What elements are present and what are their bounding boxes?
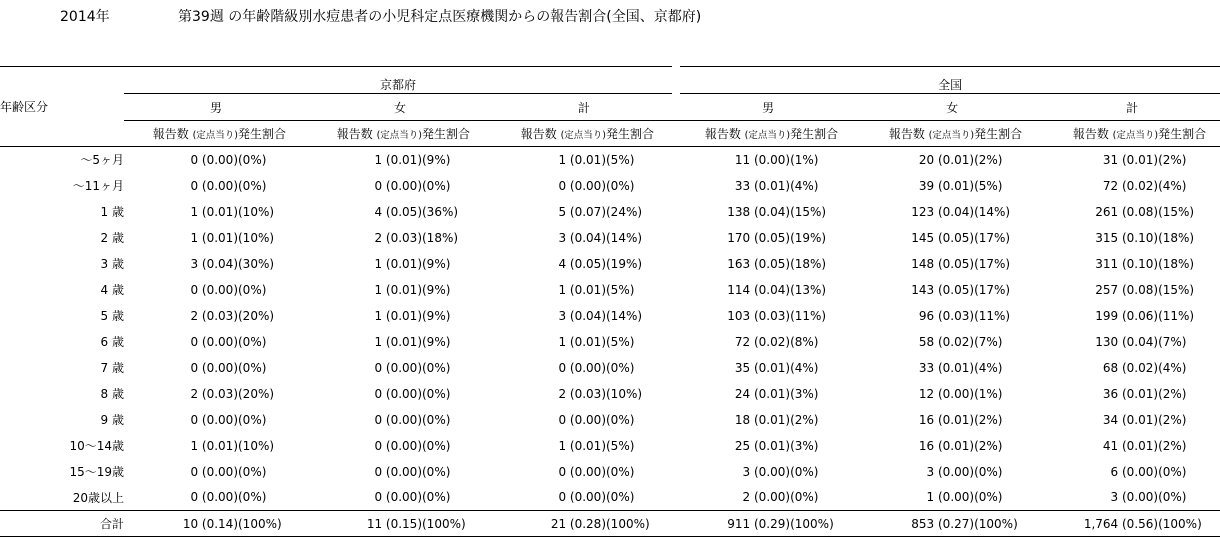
incidence-ratio-cell: (100%) — [606, 511, 676, 537]
age-group-label: 3 歳 — [100, 257, 124, 271]
age-group-label: 5 歳 — [100, 309, 124, 323]
total-row — [0, 511, 1220, 537]
incidence-ratio-cell: (4%) — [1158, 178, 1187, 193]
report-count-cell: 0 (0.00) — [374, 386, 422, 401]
incidence-ratio-cell: (0%) — [1158, 464, 1187, 479]
incidence-ratio-cell: (4%) — [790, 360, 819, 375]
sex-header-male: 男 — [124, 94, 308, 121]
count-column-header — [492, 121, 606, 147]
incidence-ratio-cell: (100%) — [1158, 511, 1220, 537]
incidence-ratio-cell: (0%) — [790, 490, 819, 505]
count-label: 報告数 — [888, 127, 925, 141]
incidence-ratio-cell: (17%) — [974, 256, 1011, 271]
report-count-cell: 16 (0.01) — [918, 438, 975, 453]
ratio-column-header: 発生割合 — [790, 121, 860, 147]
report-count-cell: 1 (0.01) — [374, 308, 422, 323]
report-count-cell: 0 (0.00) — [558, 412, 606, 427]
incidence-ratio-cell: (0%) — [238, 412, 267, 427]
incidence-ratio-cell: (18%) — [790, 256, 827, 271]
sex-header-female: 女 — [308, 94, 492, 121]
incidence-ratio-cell: (13%) — [790, 282, 827, 297]
report-count-cell: 143 (0.05) — [911, 282, 975, 297]
per-sentinel-label: (定点当り) — [744, 130, 791, 141]
count-column-header — [676, 121, 790, 147]
report-count-cell: 1 (0.01) — [374, 334, 422, 349]
report-count-cell: 311 (0.10) — [1095, 256, 1159, 271]
incidence-ratio-cell: (1%) — [974, 386, 1003, 401]
ratio-column-header: 発生割合 — [1158, 121, 1220, 147]
report-count-cell: 24 (0.01) — [734, 386, 791, 401]
report-count-cell: 41 (0.01) — [1102, 438, 1159, 453]
incidence-ratio-cell: (100%) — [238, 511, 308, 537]
incidence-ratio-cell: (2%) — [1158, 438, 1187, 453]
report-count-cell: 6 (0.00) — [1110, 464, 1159, 479]
incidence-ratio-cell: (17%) — [974, 230, 1011, 245]
report-count-cell: 3 (0.00) — [926, 464, 975, 479]
count-column-header — [1044, 121, 1158, 147]
count-label: 報告数 — [1072, 127, 1109, 141]
region-header-national: 全国 — [676, 67, 1220, 94]
per-sentinel-label: (定点当り) — [928, 130, 975, 141]
title-bar — [0, 4, 1220, 26]
incidence-ratio-cell: (17%) — [974, 282, 1011, 297]
age-group-label: ～5ヶ月 — [80, 153, 124, 168]
per-sentinel-label: (定点当り) — [1112, 130, 1159, 141]
age-group-label: 2 歳 — [100, 231, 124, 245]
report-count-cell: 0 (0.00) — [558, 490, 606, 505]
age-group-label: 9 歳 — [100, 413, 124, 427]
table-row — [0, 485, 1220, 511]
incidence-ratio-cell: (0%) — [238, 178, 267, 193]
incidence-ratio-cell: (100%) — [974, 511, 1044, 537]
incidence-ratio-cell: (36%) — [422, 204, 459, 219]
report-count-cell: 0 (0.00) — [374, 360, 422, 375]
report-count-cell: 36 (0.01) — [1102, 386, 1159, 401]
incidence-ratio-cell: (11%) — [790, 308, 827, 323]
report-count-cell: 31 (0.01) — [1102, 152, 1159, 167]
incidence-ratio-cell: (5%) — [606, 438, 635, 453]
report-count-cell: 0 (0.00) — [190, 178, 238, 193]
incidence-ratio-cell: (2%) — [1158, 152, 1187, 167]
incidence-ratio-cell: (5%) — [606, 282, 635, 297]
incidence-ratio-cell: (2%) — [1158, 386, 1187, 401]
incidence-ratio-cell: (8%) — [790, 334, 819, 349]
age-group-label: ～11ヶ月 — [72, 179, 124, 193]
incidence-ratio-cell: (20%) — [238, 308, 275, 323]
report-count-cell: 33 (0.01) — [734, 178, 791, 193]
incidence-ratio-cell: (0%) — [422, 464, 451, 479]
report-count-cell: 103 (0.03) — [727, 308, 791, 323]
report-count-cell: 3 (0.04) — [190, 256, 238, 271]
incidence-ratio-cell: (24%) — [606, 204, 643, 219]
table-row — [0, 355, 1220, 381]
incidence-ratio-cell: (15%) — [1158, 282, 1195, 297]
incidence-ratio-cell: (0%) — [238, 490, 267, 505]
report-count-cell: 0 (0.00) — [374, 178, 422, 193]
age-group-label: 4 歳 — [100, 283, 124, 297]
ratio-column-header: 発生割合 — [974, 121, 1044, 147]
report-count-cell: 16 (0.01) — [918, 412, 975, 427]
table-row — [0, 459, 1220, 485]
age-group-label: 10～14歳 — [69, 439, 124, 453]
sex-header-male: 男 — [676, 94, 860, 121]
report-count-cell: 0 (0.00) — [558, 178, 606, 193]
report-count-cell: 3 (0.00) — [742, 464, 791, 479]
report-count-cell: 58 (0.02) — [918, 334, 975, 349]
region-header-row — [0, 67, 1220, 94]
report-title: 第39週 の年齢階級別水痘患者の小児科定点医療機関からの報告割合(全国、京都府) — [178, 9, 702, 25]
incidence-ratio-cell: (0%) — [238, 282, 267, 297]
report-count-cell: 163 (0.05) — [727, 256, 791, 271]
incidence-ratio-cell: (10%) — [238, 438, 275, 453]
report-count-cell: 1 (0.01) — [558, 438, 606, 453]
report-count-cell: 261 (0.08) — [1095, 204, 1159, 219]
report-count-cell: 1 (0.01) — [190, 204, 238, 219]
report-count-cell: 68 (0.02) — [1102, 360, 1159, 375]
incidence-ratio-cell: (9%) — [422, 256, 451, 271]
report-count-cell: 4 (0.05) — [558, 256, 606, 271]
ratio-column-header: 発生割合 — [606, 121, 676, 147]
report-count-cell: 130 (0.04) — [1095, 334, 1159, 349]
report-count-cell: 12 (0.00) — [918, 386, 975, 401]
report-count-cell: 4 (0.05) — [374, 204, 422, 219]
incidence-ratio-cell: (0%) — [422, 386, 451, 401]
incidence-ratio-cell: (2%) — [974, 152, 1003, 167]
report-count-cell: 1,764 (0.56) — [1044, 511, 1158, 537]
report-count-cell: 145 (0.05) — [911, 230, 975, 245]
incidence-ratio-cell: (0%) — [790, 464, 819, 479]
table-row — [0, 381, 1220, 407]
table-row — [0, 407, 1220, 433]
table-row — [0, 199, 1220, 225]
report-count-cell: 1 (0.01) — [190, 438, 238, 453]
ratio-column-header: 発生割合 — [238, 121, 308, 147]
report-count-cell: 1 (0.00) — [926, 490, 975, 505]
per-sentinel-label: (定点当り) — [192, 130, 238, 141]
count-column-header — [308, 121, 422, 147]
report-count-cell: 72 (0.02) — [1102, 178, 1159, 193]
age-group-label: 7 歳 — [100, 361, 124, 375]
sex-header-total: 計 — [1044, 94, 1220, 121]
incidence-ratio-cell: (2%) — [974, 438, 1003, 453]
count-label: 報告数 — [336, 127, 373, 141]
report-count-cell: 11 (0.00) — [734, 152, 791, 167]
incidence-ratio-cell: (18%) — [422, 230, 459, 245]
age-group-label: 6 歳 — [100, 335, 124, 349]
report-count-cell: 96 (0.03) — [918, 308, 975, 323]
incidence-ratio-cell: (14%) — [606, 308, 643, 323]
incidence-ratio-cell: (0%) — [238, 464, 267, 479]
sex-header-total: 計 — [492, 94, 676, 121]
incidence-ratio-cell: (15%) — [1158, 204, 1195, 219]
count-label: 報告数 — [152, 127, 189, 141]
incidence-ratio-cell: (100%) — [790, 511, 860, 537]
incidence-ratio-cell: (7%) — [974, 334, 1003, 349]
report-count-cell: 33 (0.01) — [918, 360, 975, 375]
incidence-ratio-cell: (20%) — [238, 386, 275, 401]
incidence-ratio-cell: (11%) — [974, 308, 1011, 323]
incidence-ratio-cell: (0%) — [974, 490, 1003, 505]
incidence-ratio-cell: (7%) — [1158, 334, 1187, 349]
report-count-cell: 35 (0.01) — [734, 360, 791, 375]
report-count-cell: 853 (0.27) — [860, 511, 974, 537]
report-count-cell: 148 (0.05) — [911, 256, 975, 271]
incidence-ratio-cell: (9%) — [422, 334, 451, 349]
incidence-ratio-cell: (0%) — [422, 438, 451, 453]
incidence-ratio-cell: (19%) — [606, 256, 643, 271]
report-count-cell: 34 (0.01) — [1102, 412, 1159, 427]
incidence-ratio-cell: (0%) — [606, 412, 635, 427]
count-column-header — [860, 121, 974, 147]
count-column-header — [124, 121, 238, 147]
incidence-ratio-cell: (30%) — [238, 256, 275, 271]
age-group-label: 合計 — [0, 511, 124, 537]
incidence-ratio-cell: (1%) — [790, 152, 819, 167]
report-count-cell: 0 (0.00) — [374, 438, 422, 453]
report-table — [0, 66, 1220, 537]
incidence-ratio-cell: (5%) — [606, 334, 635, 349]
report-count-cell: 2 (0.03) — [374, 230, 422, 245]
incidence-ratio-cell: (5%) — [974, 178, 1003, 193]
ratio-column-header: 発生割合 — [422, 121, 492, 147]
incidence-ratio-cell: (3%) — [790, 386, 819, 401]
incidence-ratio-cell: (0%) — [422, 412, 451, 427]
incidence-ratio-cell: (0%) — [238, 334, 267, 349]
report-count-cell: 0 (0.00) — [190, 412, 238, 427]
report-count-cell: 0 (0.00) — [190, 152, 238, 167]
report-count-cell: 0 (0.00) — [374, 490, 422, 505]
incidence-ratio-cell: (0%) — [606, 464, 635, 479]
table-row — [0, 251, 1220, 277]
incidence-ratio-cell: (0%) — [238, 152, 267, 167]
report-count-cell: 138 (0.04) — [727, 204, 791, 219]
report-count-cell: 2 (0.03) — [190, 308, 238, 323]
sex-header-female: 女 — [860, 94, 1044, 121]
report-count-cell: 257 (0.08) — [1095, 282, 1159, 297]
report-count-cell: 11 (0.15) — [308, 511, 422, 537]
report-count-cell: 1 (0.01) — [558, 282, 606, 297]
report-count-cell: 0 (0.00) — [374, 464, 422, 479]
incidence-ratio-cell: (0%) — [422, 178, 451, 193]
incidence-ratio-cell: (0%) — [606, 360, 635, 375]
incidence-ratio-cell: (100%) — [422, 511, 492, 537]
incidence-ratio-cell: (4%) — [790, 178, 819, 193]
report-count-cell: 1 (0.01) — [374, 256, 422, 271]
incidence-ratio-cell: (18%) — [1158, 256, 1195, 271]
per-sentinel-label: (定点当り) — [376, 130, 422, 141]
report-count-cell: 0 (0.00) — [558, 360, 606, 375]
report-count-cell: 0 (0.00) — [190, 334, 238, 349]
incidence-ratio-cell: (0%) — [974, 464, 1003, 479]
age-group-label: 8 歳 — [100, 387, 124, 401]
incidence-ratio-cell: (10%) — [238, 204, 275, 219]
incidence-ratio-cell: (4%) — [974, 360, 1003, 375]
table-row — [0, 433, 1220, 459]
incidence-ratio-cell: (19%) — [790, 230, 827, 245]
incidence-ratio-cell: (0%) — [422, 490, 451, 505]
incidence-ratio-cell: (10%) — [238, 230, 275, 245]
report-count-cell: 2 (0.03) — [190, 386, 238, 401]
incidence-ratio-cell: (2%) — [790, 412, 819, 427]
column-header-row — [0, 121, 1220, 147]
incidence-ratio-cell: (2%) — [1158, 412, 1187, 427]
report-count-cell: 911 (0.29) — [676, 511, 790, 537]
report-count-cell: 3 (0.04) — [558, 308, 606, 323]
report-count-cell: 0 (0.00) — [190, 282, 238, 297]
report-count-cell: 1 (0.01) — [374, 282, 422, 297]
table-row — [0, 329, 1220, 355]
report-count-cell: 2 (0.00) — [742, 490, 791, 505]
incidence-ratio-cell: (14%) — [974, 204, 1011, 219]
report-count-cell: 0 (0.00) — [190, 490, 238, 505]
report-count-cell: 199 (0.06) — [1095, 308, 1159, 323]
report-year: 2014年 — [60, 9, 110, 25]
incidence-ratio-cell: (14%) — [606, 230, 643, 245]
count-label: 報告数 — [704, 127, 741, 141]
report-count-cell: 10 (0.14) — [124, 511, 238, 537]
incidence-ratio-cell: (0%) — [1158, 490, 1187, 505]
age-group-header: 年齢区分 — [0, 67, 124, 147]
incidence-ratio-cell: (0%) — [606, 178, 635, 193]
report-count-cell: 72 (0.02) — [734, 334, 791, 349]
report-count-cell: 0 (0.00) — [558, 464, 606, 479]
incidence-ratio-cell: (3%) — [790, 438, 819, 453]
report-count-cell: 170 (0.05) — [727, 230, 791, 245]
incidence-ratio-cell: (9%) — [422, 282, 451, 297]
table-row — [0, 303, 1220, 329]
incidence-ratio-cell: (4%) — [1158, 360, 1187, 375]
report-count-cell: 315 (0.10) — [1095, 230, 1159, 245]
report-count-cell: 18 (0.01) — [734, 412, 791, 427]
report-count-cell: 20 (0.01) — [918, 152, 975, 167]
report-count-cell: 3 (0.04) — [558, 230, 606, 245]
age-group-label: 15～19歳 — [69, 465, 124, 479]
report-count-cell: 0 (0.00) — [374, 412, 422, 427]
sex-header-row — [0, 94, 1220, 121]
incidence-ratio-cell: (15%) — [790, 204, 827, 219]
table-row — [0, 225, 1220, 251]
report-count-cell: 2 (0.03) — [558, 386, 606, 401]
report-count-cell: 1 (0.01) — [190, 230, 238, 245]
report-count-cell: 114 (0.04) — [727, 282, 791, 297]
report-count-cell: 1 (0.01) — [558, 152, 606, 167]
region-header-kyoto: 京都府 — [124, 67, 676, 94]
incidence-ratio-cell: (0%) — [238, 360, 267, 375]
report-count-cell: 1 (0.01) — [374, 152, 422, 167]
report-count-cell: 5 (0.07) — [558, 204, 606, 219]
report-count-cell: 0 (0.00) — [190, 464, 238, 479]
incidence-ratio-cell: (9%) — [422, 152, 451, 167]
report-count-cell: 123 (0.04) — [911, 204, 975, 219]
incidence-ratio-cell: (0%) — [422, 360, 451, 375]
incidence-ratio-cell: (0%) — [606, 490, 635, 505]
table-row — [0, 173, 1220, 199]
age-group-label: 1 歳 — [100, 205, 124, 219]
per-sentinel-label: (定点当り) — [560, 130, 606, 141]
report-count-cell: 1 (0.01) — [558, 334, 606, 349]
age-group-label: 20歳以上 — [72, 490, 124, 505]
report-count-cell: 0 (0.00) — [190, 360, 238, 375]
table-body — [0, 147, 1220, 537]
incidence-ratio-cell: (5%) — [606, 152, 635, 167]
incidence-ratio-cell: (9%) — [422, 308, 451, 323]
table-row — [0, 277, 1220, 303]
report-count-cell: 25 (0.01) — [734, 438, 791, 453]
count-label: 報告数 — [520, 127, 557, 141]
incidence-ratio-cell: (11%) — [1158, 308, 1195, 323]
report-count-cell: 39 (0.01) — [918, 178, 975, 193]
report-count-cell: 21 (0.28) — [492, 511, 606, 537]
incidence-ratio-cell: (18%) — [1158, 230, 1195, 245]
incidence-ratio-cell: (10%) — [606, 386, 643, 401]
table-row — [0, 147, 1220, 173]
report-count-cell: 3 (0.00) — [1110, 490, 1159, 505]
incidence-ratio-cell: (2%) — [974, 412, 1003, 427]
